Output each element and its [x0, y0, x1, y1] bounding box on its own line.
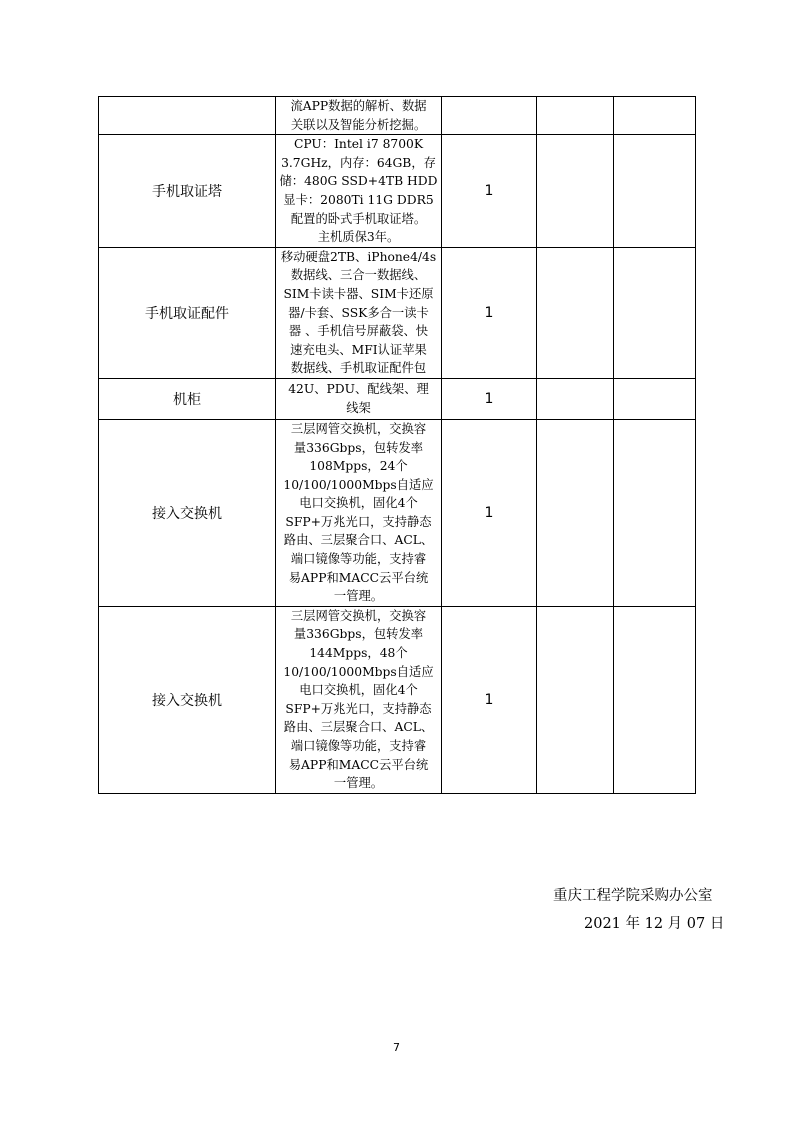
empty-cell — [614, 247, 696, 378]
item-spec-cell — [276, 606, 442, 793]
spec-line: 电口交换机，固化4个 — [299, 496, 418, 511]
item-qty-cell — [442, 97, 537, 135]
table-row — [99, 378, 696, 419]
spec-line: CPU：Intel i7 8700K — [293, 137, 424, 152]
spec-line: 一管理。 — [333, 589, 384, 604]
empty-cell — [537, 378, 614, 419]
table-row — [99, 419, 696, 606]
item-name-cell — [99, 97, 276, 135]
empty-cell — [537, 135, 614, 248]
item-spec-cell — [276, 378, 442, 419]
empty-cell — [614, 419, 696, 606]
spec-line: 3.7GHz，内存：64GB，存 — [281, 155, 436, 170]
equipment-table — [98, 96, 696, 794]
table-row — [99, 97, 696, 135]
spec-line: SFP+万兆光口，支持静态 — [285, 514, 432, 529]
spec-line: 易APP和MACC云平台统 — [288, 570, 429, 585]
spec-line: SFP+万兆光口，支持静态 — [285, 701, 432, 716]
spec-line: 量336Gbps，包转发率 — [293, 627, 424, 642]
item-qty-cell: 1 — [442, 419, 537, 606]
page-number: 7 — [393, 1041, 400, 1054]
table-row — [99, 606, 696, 793]
item-qty-cell: 1 — [442, 606, 537, 793]
item-spec-cell — [276, 247, 442, 378]
spec-line: 显卡：2080Ti 11G DDR5 — [283, 192, 434, 207]
spec-line: 三层网管交换机，交换容 — [290, 421, 427, 436]
spec-line: 器/卡套、SSK多合一读卡 — [288, 305, 429, 320]
item-spec-cell — [276, 135, 442, 248]
table-row — [99, 135, 696, 248]
spec-line: 路由、三层聚合口、ACL、 — [283, 533, 434, 548]
item-spec-cell — [276, 419, 442, 606]
empty-cell — [614, 378, 696, 419]
item-qty-cell: 1 — [442, 247, 537, 378]
spec-line: 关联以及智能分析挖掘。 — [290, 117, 427, 132]
empty-cell — [614, 606, 696, 793]
item-name-cell: 接入交换机 — [99, 419, 276, 606]
spec-line: 10/100/1000Mbps自适应 — [283, 477, 434, 492]
spec-line: 易APP和MACC云平台统 — [288, 757, 429, 772]
item-name-cell: 接入交换机 — [99, 606, 276, 793]
spec-line: SIM卡读卡器、SIM卡还原 — [283, 286, 434, 301]
spec-line: 一管理。 — [333, 776, 384, 791]
item-name-cell: 手机取证塔 — [99, 135, 276, 248]
spec-line: 108Mpps，24个 — [309, 459, 408, 474]
spec-line: 流APP数据的解析、数据 — [290, 99, 427, 113]
equipment-table-body — [99, 97, 696, 794]
item-qty-cell: 1 — [442, 378, 537, 419]
spec-line: 路由、三层聚合口、ACL、 — [283, 720, 434, 735]
spec-line: 主机质保3年。 — [317, 230, 400, 245]
spec-line: 电口交换机，固化4个 — [299, 683, 418, 698]
item-spec-cell — [276, 97, 442, 135]
spec-line: 储：480G SSD+4TB HDD — [279, 174, 438, 189]
spec-line: 三层网管交换机，交换容 — [290, 608, 427, 623]
empty-cell — [537, 419, 614, 606]
empty-cell — [614, 135, 696, 248]
spec-line: 量336Gbps，包转发率 — [293, 440, 424, 455]
issuing-office: 重庆工程学院采购办公室 — [553, 888, 713, 904]
empty-cell — [614, 97, 696, 135]
spec-line: 10/100/1000Mbps自适应 — [283, 664, 434, 679]
empty-cell — [537, 247, 614, 378]
issue-date: 2021 年 12 月 07 日 — [584, 916, 725, 932]
empty-cell — [537, 606, 614, 793]
spec-line: 速充电头、MFI认证苹果 — [290, 342, 427, 357]
item-qty-cell: 1 — [442, 135, 537, 248]
spec-line: 数据线、三合一数据线、 — [290, 268, 427, 283]
spec-line: 144Mpps，48个 — [309, 646, 408, 661]
spec-line: 端口镜像等功能，支持睿 — [290, 739, 427, 753]
item-name-cell: 手机取证配件 — [99, 247, 276, 378]
empty-cell — [537, 97, 614, 135]
item-name-cell: 机柜 — [99, 378, 276, 419]
spec-line: 配置的卧式手机取证塔。 — [290, 211, 427, 226]
spec-line: 42U、PDU、配线架、理 — [288, 382, 429, 397]
table-row — [99, 247, 696, 378]
spec-line: 线架 — [346, 400, 371, 415]
spec-line: 移动硬盘2TB、iPhone4/4s — [280, 249, 437, 264]
spec-line: 数据线、手机取证配件包 — [290, 361, 427, 376]
spec-line: 端口镜像等功能，支持睿 — [290, 552, 427, 567]
spec-line: 器 、手机信号屏蔽袋、快 — [288, 324, 429, 339]
